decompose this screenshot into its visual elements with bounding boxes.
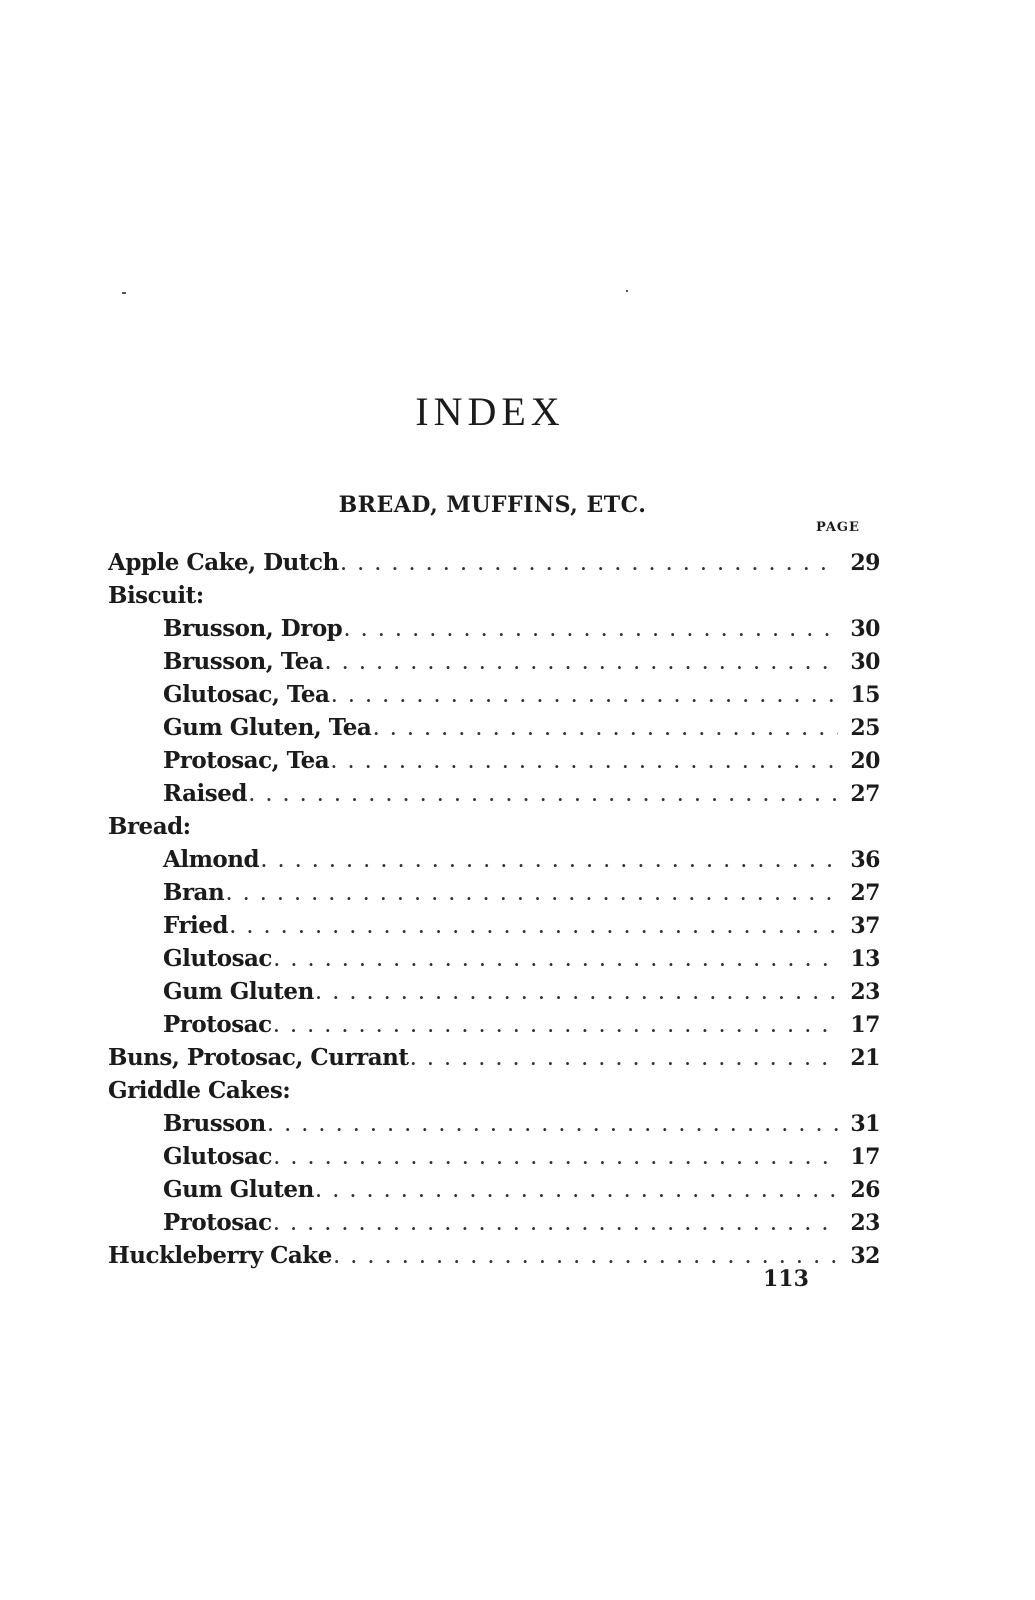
dot-leader [316,977,838,1010]
index-entry [108,579,880,612]
print-speck [122,292,126,294]
entry-text: Brusson [163,1110,266,1137]
entry-page-number: 32 [850,1243,880,1269]
index-entry [108,678,880,711]
index-entry [108,546,880,579]
dot-leader [274,1142,838,1175]
entry-text: Bran [163,879,225,906]
entry-text: Protosac [163,1209,272,1236]
entry-page-number: 30 [850,649,880,675]
entry-text: Glutosac [163,1143,272,1170]
entry-text: Gum Gluten [163,1176,314,1203]
entry-text: Protosac, Tea [163,747,330,774]
index-entry [108,1173,880,1206]
index-entry [108,1041,880,1074]
dot-leader [274,1010,838,1043]
dot-leader [274,944,838,977]
index-entry [108,612,880,645]
entry-text: Gum Gluten [163,978,314,1005]
entry-text: Fried [163,912,228,939]
index-entry [108,942,880,975]
dot-leader [316,1175,838,1208]
entry-page-number: 17 [850,1012,880,1038]
dot-leader [268,1109,838,1142]
entry-page-number: 13 [850,946,880,972]
entry-text: Griddle Cakes: [108,1077,291,1104]
index-entry [108,645,880,678]
dot-leader [274,1208,838,1241]
dot-leader [344,614,838,647]
entry-text: Almond [163,846,260,873]
entry-page-number: 25 [850,715,880,741]
dot-leader [410,1043,838,1076]
entry-text: Glutosac, Tea [163,681,330,708]
dot-leader [325,647,838,680]
page-number: 113 [763,1266,809,1292]
entry-text: Apple Cake, Dutch [108,549,339,576]
index-entry [108,843,880,876]
print-speck [626,290,628,292]
entry-text: Gum Gluten, Tea [163,714,372,741]
index-entry [108,1008,880,1041]
index-entry [108,876,880,909]
index-entry [108,1206,880,1239]
entry-page-number: 23 [850,1210,880,1236]
index-entry [108,975,880,1008]
index-entry [108,1140,880,1173]
entry-text: Biscuit: [108,582,204,609]
entry-text: Bread: [108,813,191,840]
entry-page-number: 15 [850,682,880,708]
entry-page-number: 31 [850,1111,880,1137]
entry-text: Buns, Protosac, Currant [108,1044,409,1071]
page-column-header: PAGE [816,520,860,535]
entry-page-number: 27 [850,880,880,906]
entry-page-number: 26 [850,1177,880,1203]
index-entry [108,909,880,942]
entry-text: Brusson, Tea [163,648,324,675]
entry-text: Glutosac [163,945,272,972]
entry-page-number: 29 [850,550,880,576]
entry-text: Huckleberry Cake [108,1242,332,1269]
entry-page-number: 27 [850,781,880,807]
entry-text: Brusson, Drop [163,615,343,642]
entry-page-number: 30 [850,616,880,642]
index-entries [108,546,880,1272]
entry-page-number: 21 [850,1045,880,1071]
dot-leader [249,779,838,812]
section-heading: BREAD, MUFFINS, ETC. [338,492,647,518]
entry-page-number: 17 [850,1144,880,1170]
entry-text: Protosac [163,1011,272,1038]
dot-leader [230,911,838,944]
entry-page-number: 20 [850,748,880,774]
index-entry [108,777,880,810]
index-entry [108,1074,880,1107]
page-title: INDEX [415,389,565,434]
dot-leader [261,845,838,878]
index-entry [108,744,880,777]
dot-leader [226,878,838,911]
dot-leader [341,548,838,581]
entry-page-number: 36 [850,847,880,873]
entry-page-number: 23 [850,979,880,1005]
dot-leader [331,746,838,779]
dot-leader [331,680,838,713]
dot-leader [373,713,838,746]
index-entry [108,1107,880,1140]
entry-text: Raised [163,780,247,807]
index-entry [108,810,880,843]
entry-page-number: 37 [850,913,880,939]
index-entry [108,711,880,744]
